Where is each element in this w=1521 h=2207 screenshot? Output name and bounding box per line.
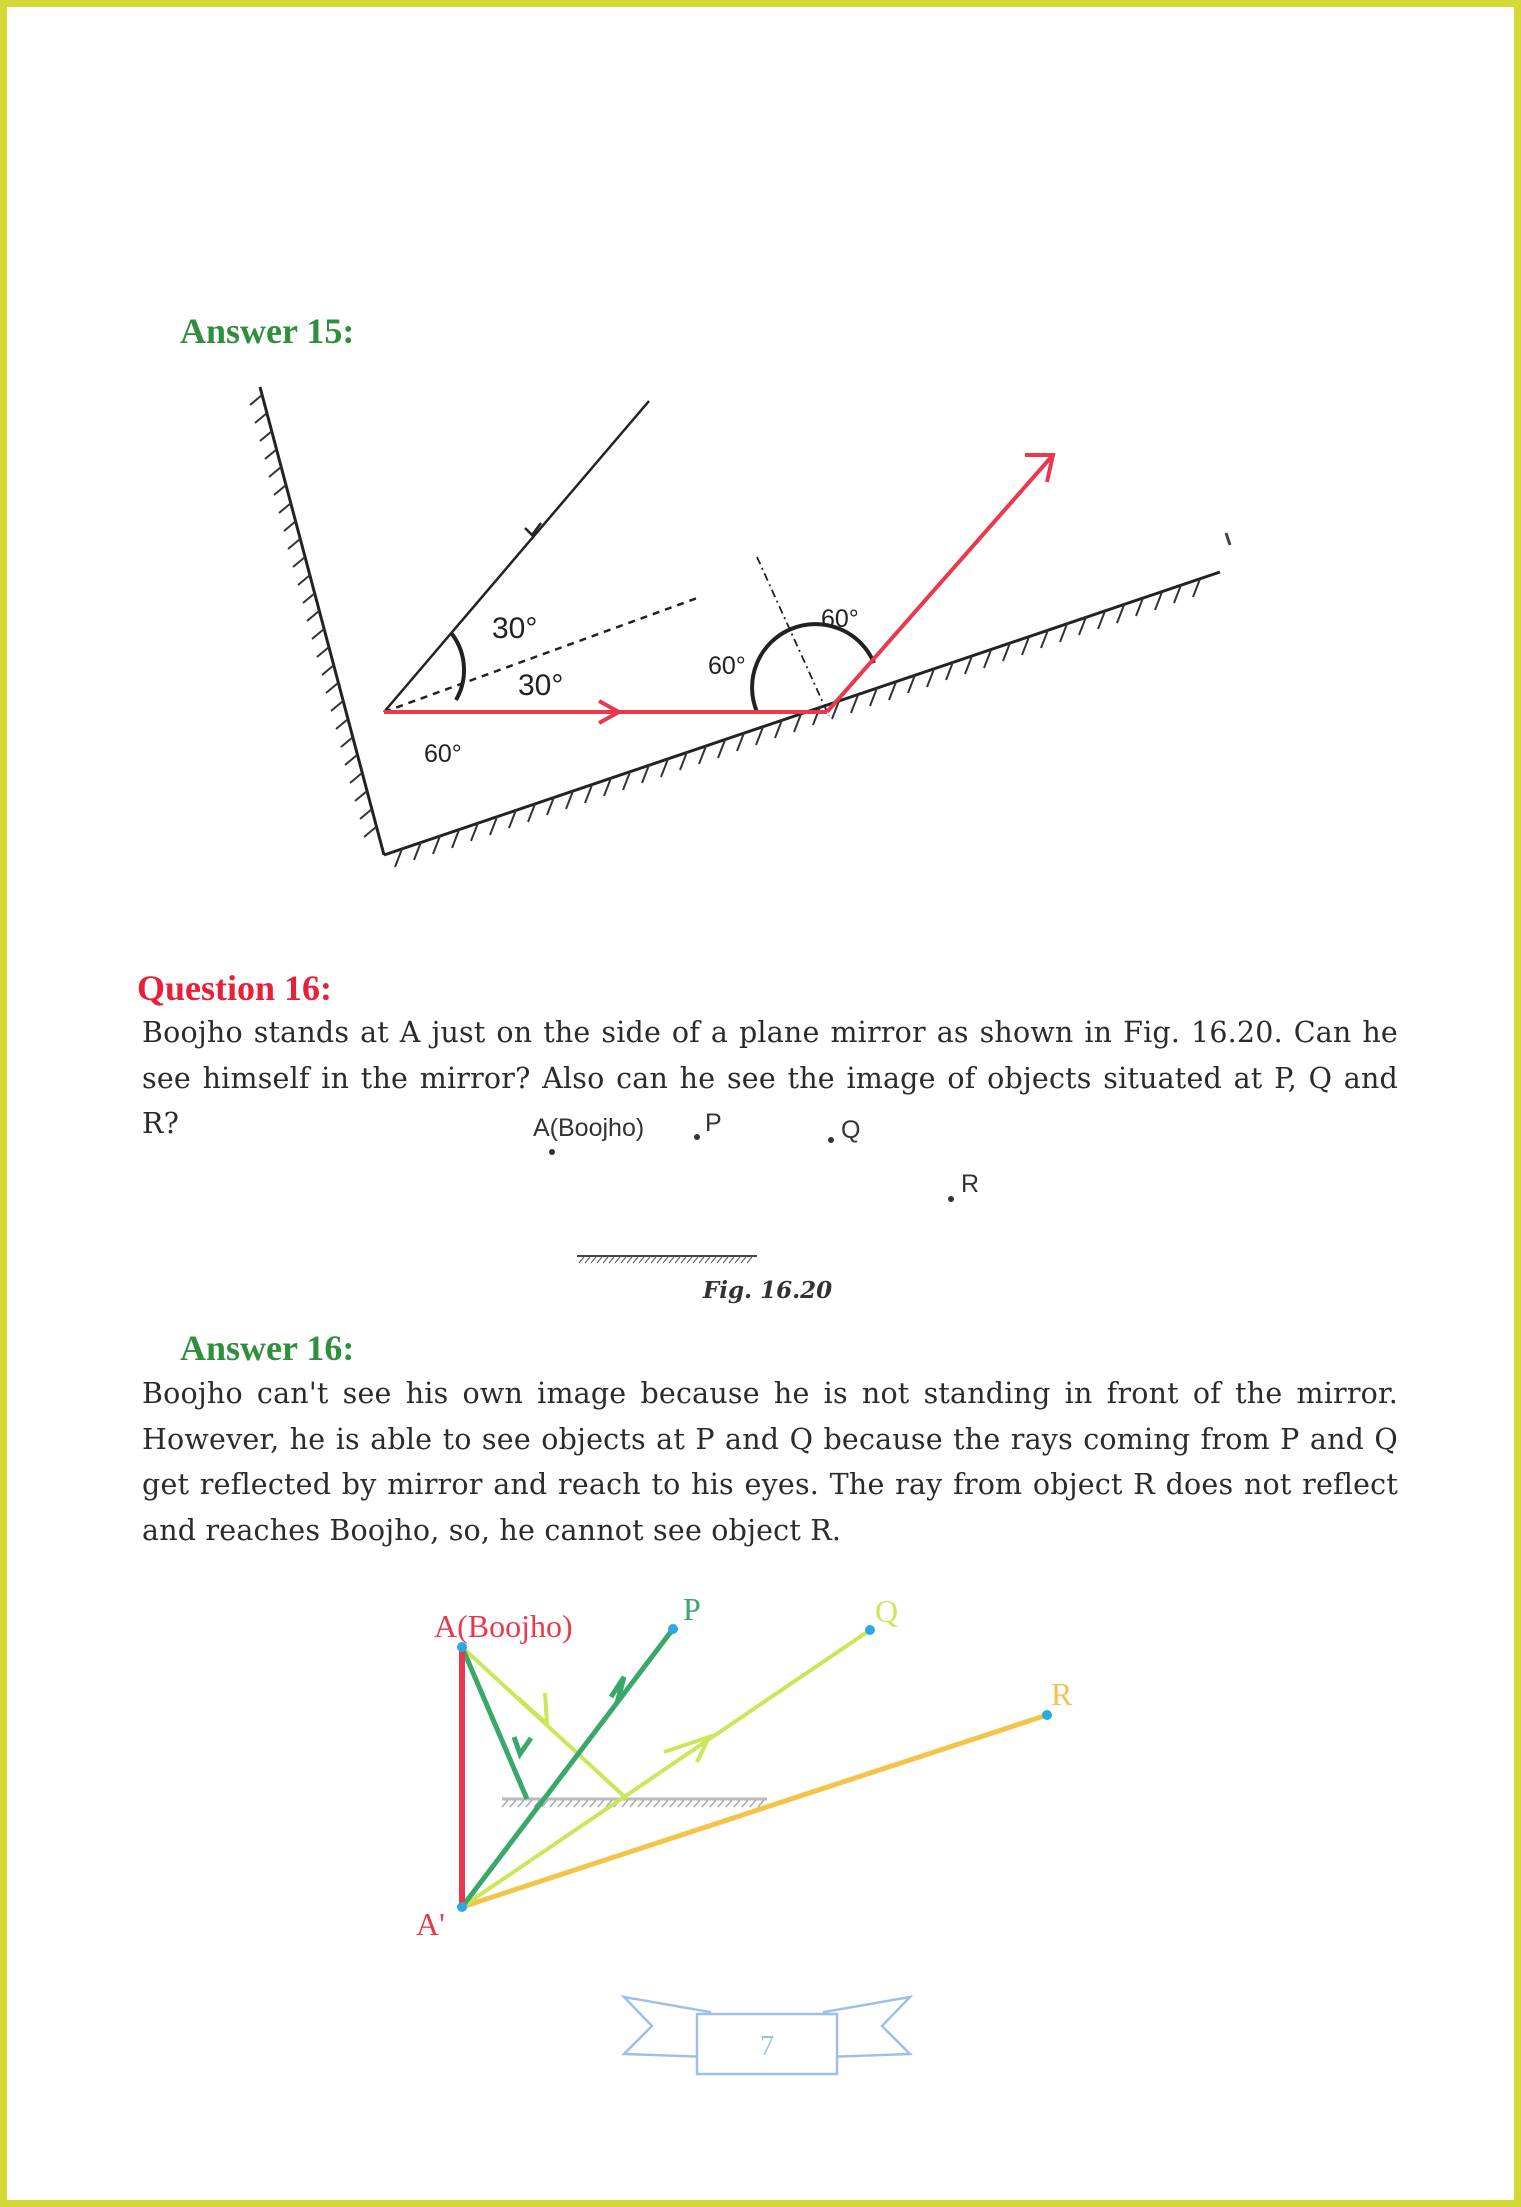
fig-16-20-mirror	[577, 1256, 757, 1263]
reflected-ray-outgoing	[827, 455, 1053, 712]
page-number: 7	[760, 2031, 774, 2062]
ray-p-lines	[462, 1629, 673, 1907]
point-p-label: P	[705, 1109, 722, 1137]
ray-r-line	[462, 1715, 1047, 1907]
angle-label-60-right: 60°	[821, 605, 859, 633]
label-a-prime: A'	[416, 1906, 445, 1942]
label-a-boojho: A(Boojho)	[434, 1608, 573, 1644]
answer-16-text: Boojho can't see his own image because he is not standing in front of the mirror. However, he is able to see objects at P and Q because the rays coming from P and Q get reflected by mirror and reach to his eyes. The ray from object R does not reflect and reaches Boojho, so, he cannot see object R.	[142, 1377, 1398, 1547]
ray-q-lines	[462, 1630, 870, 1907]
page-number-ribbon	[622, 1992, 912, 2077]
point-q-dot	[828, 1137, 834, 1143]
point-a-label: A(Boojho)	[533, 1114, 645, 1142]
question-16-heading: Question 16:	[137, 968, 333, 1008]
fig-16-20-diagram	[507, 1102, 1027, 1272]
answer-15-heading: Answer 15:	[180, 311, 355, 351]
fig-16-20-caption: Fig. 16.20	[702, 1277, 833, 1304]
point-r-label: R	[961, 1170, 980, 1198]
point-a-image-marker	[457, 1902, 467, 1912]
two-mirror-reflection-diagram	[237, 387, 1237, 887]
bottom-mirror	[384, 533, 1230, 867]
reflected-ray-horizontal	[384, 701, 827, 723]
normal-line-right	[757, 557, 829, 716]
angle-label-60-corner: 60°	[424, 740, 462, 768]
angle-label-30-lower: 30°	[518, 669, 564, 702]
angle-label-30-upper: 30°	[492, 612, 538, 645]
question-16-text: Boojho stands at A just on the side of a plane mirror as shown in Fig. 16.20. Can he see himself in the mirror? Also can he see the image of objects situated at P, Q and R?	[142, 1016, 1398, 1140]
solution-ray-diagram	[397, 1577, 1127, 1947]
point-q-label: Q	[841, 1116, 861, 1144]
point-p-dot	[694, 1134, 700, 1140]
label-r: R	[1051, 1676, 1073, 1712]
label-q: Q	[875, 1593, 899, 1629]
answer-16-heading: Answer 16:	[180, 1328, 355, 1368]
point-r-dot	[948, 1196, 954, 1202]
left-mirror	[250, 387, 384, 855]
incident-ray	[384, 401, 649, 712]
point-q-marker	[865, 1625, 875, 1635]
point-a-dot	[549, 1149, 555, 1155]
angle-arc-30	[452, 634, 464, 700]
point-p-marker	[668, 1624, 678, 1634]
angle-label-60-left: 60°	[708, 652, 746, 680]
label-p: P	[683, 1591, 701, 1627]
